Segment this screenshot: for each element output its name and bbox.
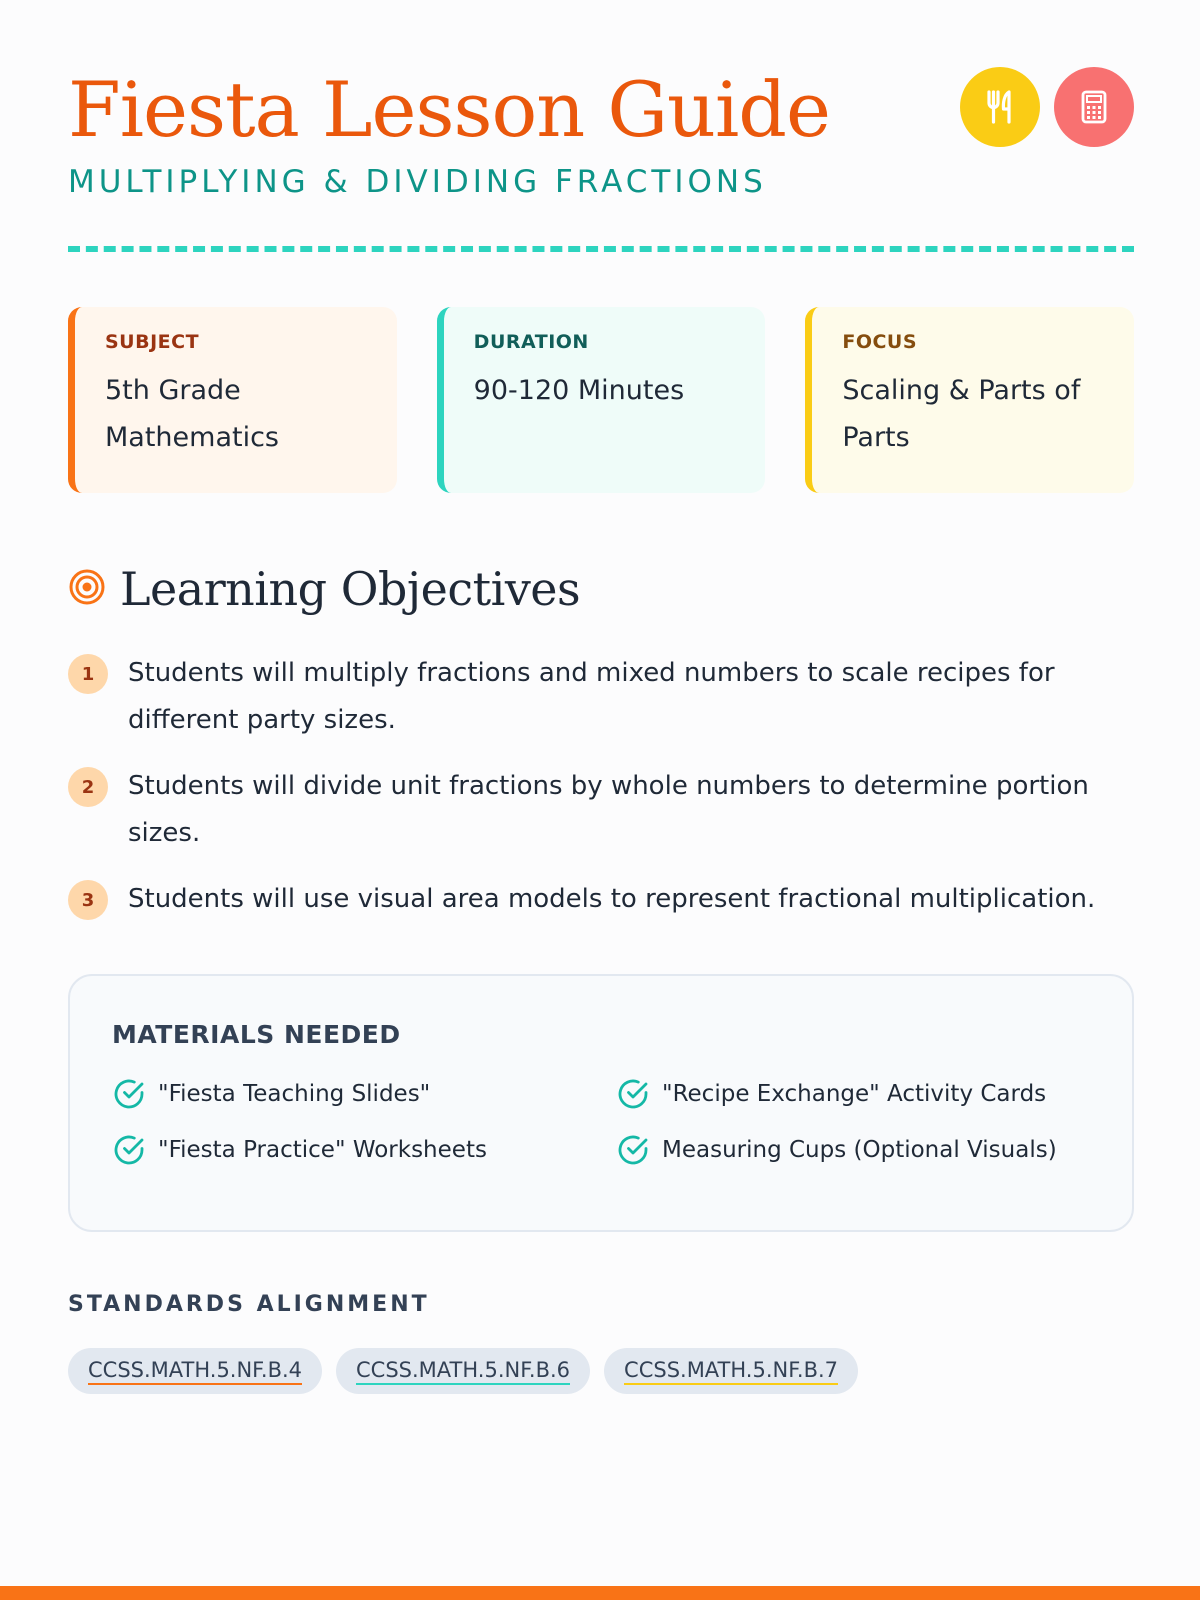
standard-code: CCSS.MATH.5.NF.B.7	[624, 1358, 838, 1385]
check-circle-icon	[616, 1077, 650, 1111]
footer-accent-bar	[0, 1586, 1200, 1600]
check-circle-icon	[616, 1133, 650, 1167]
material-label: "Fiesta Teaching Slides"	[158, 1081, 431, 1107]
duration-card	[437, 307, 766, 493]
utensils-icon	[960, 67, 1040, 147]
card-label: DURATION	[473, 331, 589, 353]
list-item	[68, 763, 1134, 857]
material-label: Measuring Cups (Optional Visuals)	[662, 1137, 1057, 1163]
list-item	[68, 650, 1134, 744]
objectives-list	[68, 650, 1134, 942]
card-value: 90-120 Minutes	[473, 375, 685, 406]
objective-text: Students will use visual area models to represent fractional multiplication.	[128, 884, 1096, 914]
objectives-heading	[68, 562, 580, 616]
check-circle-icon	[112, 1077, 146, 1111]
check-circle-icon	[112, 1133, 146, 1167]
list-item	[112, 1133, 616, 1167]
objectives-title: Learning Objectives	[120, 562, 581, 616]
standard-tag	[68, 1348, 322, 1394]
material-label: "Fiesta Practice" Worksheets	[158, 1137, 487, 1163]
card-value: 5th Grade Mathematics	[105, 375, 279, 453]
focus-card	[805, 307, 1134, 493]
card-label: FOCUS	[842, 331, 918, 353]
objective-number: 2	[68, 767, 108, 807]
standard-code: CCSS.MATH.5.NF.B.6	[356, 1358, 570, 1385]
list-item	[68, 876, 1134, 923]
info-cards	[68, 307, 1134, 493]
objective-text: Students will divide unit fractions by whole numbers to determine portion sizes.	[128, 771, 1089, 848]
subject-card	[68, 307, 397, 493]
page-subtitle: MULTIPLYING & DIVIDING FRACTIONS	[68, 164, 767, 200]
list-item	[616, 1133, 1076, 1167]
list-item	[112, 1077, 616, 1111]
list-item	[616, 1077, 1076, 1111]
materials-panel	[68, 974, 1134, 1232]
header	[68, 0, 1134, 250]
materials-title: MATERIALS NEEDED	[112, 1020, 401, 1049]
standard-tag	[336, 1348, 590, 1394]
standards-list	[68, 1348, 858, 1394]
lesson-guide-page	[68, 0, 1134, 1382]
objective-number: 3	[68, 880, 108, 920]
standard-tag	[604, 1348, 858, 1394]
calculator-icon	[1054, 67, 1134, 147]
objective-number: 1	[68, 654, 108, 694]
material-label: "Recipe Exchange" Activity Cards	[662, 1081, 1047, 1107]
header-divider	[68, 246, 1134, 252]
card-value: Scaling & Parts of Parts	[842, 375, 1081, 453]
standards-title: STANDARDS ALIGNMENT	[68, 1292, 430, 1317]
page-title: Fiesta Lesson Guide	[68, 65, 830, 154]
objective-text: Students will multiply fractions and mixed numbers to scale recipes for different party sizes.	[128, 658, 1055, 735]
materials-list	[112, 1077, 1090, 1167]
target-icon	[68, 568, 106, 610]
standard-code: CCSS.MATH.5.NF.B.4	[88, 1358, 302, 1385]
card-label: SUBJECT	[105, 331, 200, 353]
header-icons	[960, 67, 1134, 147]
